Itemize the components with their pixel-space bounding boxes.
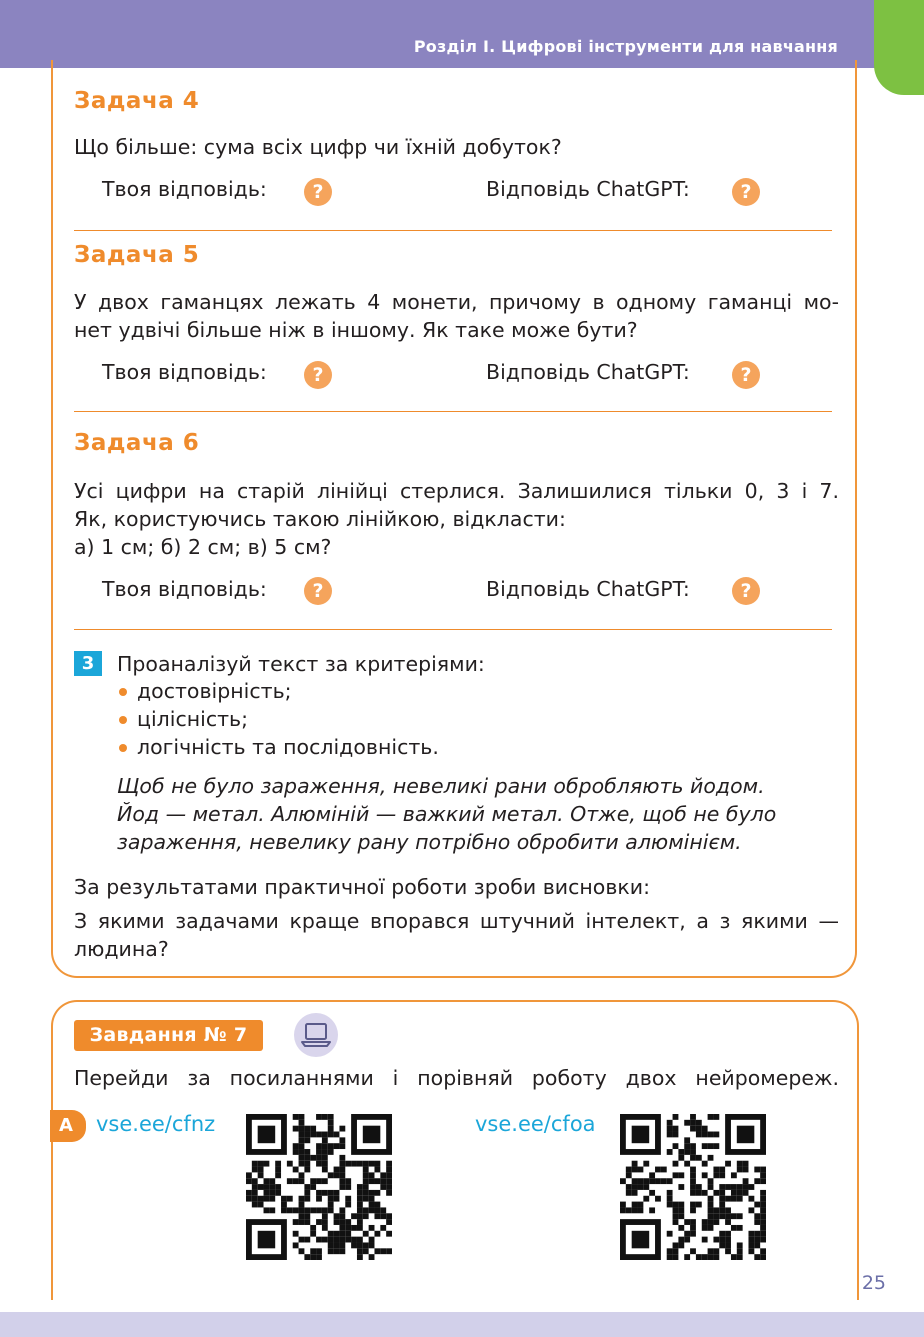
your-answer-label: Твоя відповідь: xyxy=(102,177,267,201)
task-6-text-line-3: а) 1 см; б) 2 см; в) 5 см? xyxy=(74,535,332,559)
assignment-badge: Завдання № 7 xyxy=(74,1020,263,1051)
task-4-text: Що більше: сума всіх цифр чи їхній добуток? xyxy=(74,135,562,159)
task-6-text-line-1: Усі цифри на старій лінійці стерлися. Залишилися тільки 0, 3 і 7. xyxy=(74,479,839,503)
link-cfnz[interactable]: vse.ee/cfnz xyxy=(96,1112,216,1136)
your-answer-label: Твоя відповідь: xyxy=(102,360,267,384)
quote-line-3: зараження, невелику рану потрібно обробити алюмінієм. xyxy=(117,830,742,854)
divider xyxy=(74,411,832,412)
task-6-text-line-2: Як, користуючись такою лінійкою, відкласти: xyxy=(74,507,566,531)
question-icon: ? xyxy=(732,361,760,389)
qr-code-icon[interactable] xyxy=(620,1114,766,1260)
task-4-title: Задача 4 xyxy=(74,88,200,114)
question-icon: ? xyxy=(732,577,760,605)
divider xyxy=(74,629,832,630)
task-5-text-line-2: нет удвічі більше ніж в іншому. Як таке може бути? xyxy=(74,318,638,342)
assignment-instruction: Перейди за посиланнями і порівняй роботу двох нейромереж. xyxy=(74,1066,839,1090)
criterion-item: достовірність; xyxy=(137,679,292,703)
question-icon: ? xyxy=(732,178,760,206)
question-icon: ? xyxy=(304,577,332,605)
page-footer xyxy=(0,1312,924,1337)
page-header xyxy=(0,0,924,68)
question-icon: ? xyxy=(304,361,332,389)
your-answer-label: Твоя відповідь: xyxy=(102,577,267,601)
conclusion-prompt: За результатами практичної роботи зроби висновки: xyxy=(74,875,651,899)
chatgpt-answer-label: Відповідь ChatGPT: xyxy=(486,177,690,201)
criterion-item: логічність та послідовність. xyxy=(137,735,439,759)
section-a-badge: А xyxy=(50,1110,86,1142)
quote-line-2: Йод — метал. Алюміній — важкий метал. Отже, щоб не було xyxy=(117,802,777,826)
link-cfoa[interactable]: vse.ee/cfoa xyxy=(475,1112,596,1136)
section-title: Розділ І. Цифрові інструменти для навчання xyxy=(413,37,838,56)
quote-line-1: Щоб не було зараження, невеликі рани обробляють йодом. xyxy=(117,774,765,798)
laptop-icon xyxy=(294,1013,338,1057)
chapter-tab xyxy=(874,0,924,95)
exercise-intro: Проаналізуй текст за критеріями: xyxy=(117,652,485,676)
chatgpt-answer-label: Відповідь ChatGPT: xyxy=(486,577,690,601)
divider xyxy=(74,230,832,231)
task-5-text-line-1: У двох гаманцях лежать 4 монети, причому в одному гаманці мо- xyxy=(74,290,839,314)
question-icon: ? xyxy=(304,178,332,206)
bullet-icon xyxy=(119,744,127,752)
conclusion-question-line-1: З якими задачами краще впорався штучний інтелект, а з якими — xyxy=(74,909,839,933)
chatgpt-answer-label: Відповідь ChatGPT: xyxy=(486,360,690,384)
page-number: 25 xyxy=(861,1272,886,1294)
task-5-title: Задача 5 xyxy=(74,242,200,268)
bullet-icon xyxy=(119,688,127,696)
exercise-number-badge: 3 xyxy=(74,651,102,676)
qr-code-icon[interactable] xyxy=(246,1114,392,1260)
conclusion-question-line-2: людина? xyxy=(74,937,169,961)
bullet-icon xyxy=(119,716,127,724)
criterion-item: цілісність; xyxy=(137,707,249,731)
task-6-title: Задача 6 xyxy=(74,430,200,456)
